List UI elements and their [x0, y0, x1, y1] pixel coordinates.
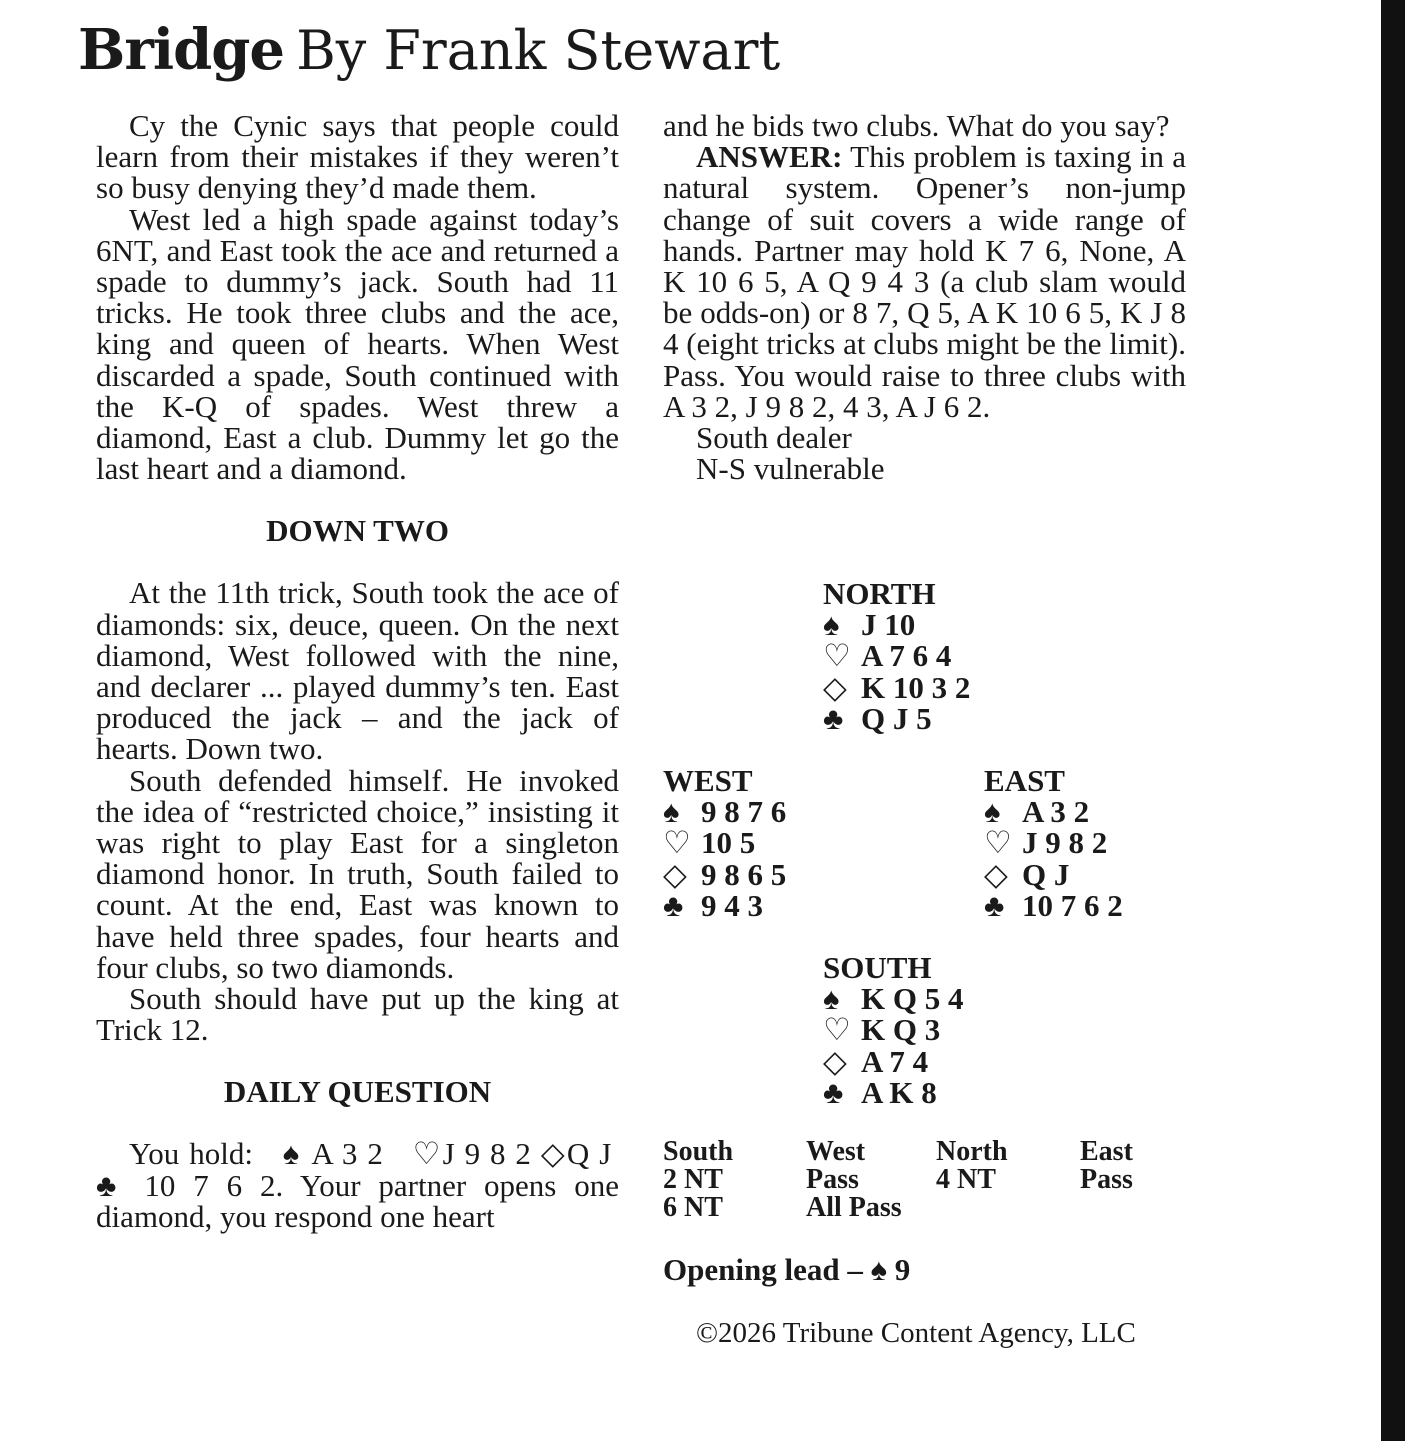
north-hearts: A 7 6 4 — [861, 638, 952, 674]
answer-label: ANSWER: — [696, 139, 843, 175]
spade-icon: ♠ — [823, 981, 840, 1017]
east-clubs: 10 7 6 2 — [1022, 887, 1123, 923]
spade-icon: ♠ — [663, 794, 680, 830]
spade-icon: ♠ — [823, 607, 840, 643]
hand-label: EAST — [984, 763, 1065, 798]
north-clubs: Q J 5 — [861, 700, 932, 736]
auction-row — [663, 1194, 1190, 1222]
diamond-icon: ◇ — [823, 669, 847, 705]
club-icon: ♣ — [984, 887, 1005, 923]
vulnerability-line: N-S vulnerable — [696, 451, 885, 487]
heart-icon: ♡ — [412, 1136, 443, 1172]
club-icon: ♣ — [96, 1167, 127, 1203]
spade-icon: ♠ — [282, 1136, 302, 1172]
paragraph-answer — [663, 141, 1186, 422]
page-edge-bar — [1381, 0, 1405, 1441]
south-diamonds: A 7 4 — [861, 1043, 929, 1079]
west-hearts: 10 5 — [701, 825, 756, 861]
diamond-icon: ◇ — [823, 1043, 847, 1079]
diamond-icon: ◇ — [984, 856, 1008, 892]
west-diamonds: 9 8 6 5 — [701, 856, 787, 892]
heart-icon: ♡ — [823, 1012, 851, 1048]
hand-label: SOUTH — [823, 950, 932, 985]
east-hearts: J 9 8 2 — [1022, 825, 1108, 861]
auction-bid: 2 NT — [663, 1164, 723, 1195]
north-spades: J 10 — [861, 607, 916, 643]
question-prefix: You hold: — [129, 1136, 253, 1172]
north-hand — [823, 578, 970, 734]
spade-icon: ♠ — [870, 1252, 888, 1287]
opening-lead — [663, 1252, 910, 1288]
club-icon: ♣ — [663, 887, 684, 923]
question-hearts: J 9 8 2 — [442, 1136, 531, 1172]
question-diamonds: Q J — [566, 1136, 612, 1172]
dealer-line: South dealer — [696, 420, 852, 456]
west-clubs: 9 4 3 — [701, 887, 763, 923]
heart-icon: ♡ — [663, 825, 691, 861]
title-word: Bridge — [78, 17, 285, 83]
auction-bid — [1080, 1194, 1190, 1222]
east-hand — [984, 765, 1123, 921]
paragraph-defense: South defended himself. He invoked the idea of “restricted choice,” insisting it was right to play East for a singleton diamond honor. In truth, South failed to count. At the end, East was known to have held three spades, four hearts and four clubs, so two diamonds. — [96, 762, 619, 985]
auction-bid: All Pass — [806, 1192, 902, 1223]
auction-bid: 6 NT — [663, 1192, 723, 1223]
byline: By Frank Stewart — [296, 19, 781, 82]
hand-label: NORTH — [823, 576, 936, 611]
heart-icon: ♡ — [823, 638, 851, 674]
paragraph-play: West led a high spade against today’s 6NT, and East took the ace and returned a spade to dummy’s jack. South had 11 tricks. He took three clubs and the ace, king and queen of hearts. When West discarded a spade, South continued with the K-Q of spades. West threw a diamond, East a club. Dummy let go the last heart and a diamond. — [96, 201, 619, 487]
page-title — [78, 17, 781, 83]
auction-row — [663, 1166, 1190, 1194]
south-hearts: K Q 3 — [861, 1012, 941, 1048]
spade-icon: ♠ — [984, 794, 1001, 830]
auction-header: North — [936, 1136, 1008, 1167]
paragraph-question-end: and he bids two clubs. What do you say? — [663, 108, 1170, 143]
right-column — [663, 108, 1186, 487]
auction-table — [663, 1138, 1190, 1222]
diamond-icon: ◇ — [540, 1136, 567, 1172]
auction-bid: Pass — [806, 1164, 859, 1195]
auction-bid — [936, 1194, 1080, 1222]
east-spades: A 3 2 — [1022, 794, 1090, 830]
north-diamonds: K 10 3 2 — [861, 669, 971, 705]
answer-text: This problem is taxing in a natural system. Opener’s non-jump change of suit covers a wide range of hands. Partner may hold K 7 6, None, A K 10 6 5, A Q 9 4 3 (a club slam would be odds-on) or 8 7, Q 5, A K 10 6 5, K J 8 4 (eight tricks at clubs might be the limit). Pass. You would raise to three clubs with A 3 2, J 9 8 2, 4 3, A J 6 2. — [663, 139, 1186, 424]
south-spades: K Q 5 4 — [861, 981, 964, 1017]
heading-down-two: DOWN TWO — [266, 513, 449, 549]
auction-header: South — [663, 1136, 734, 1167]
west-hand — [663, 765, 786, 921]
south-hand — [823, 952, 963, 1108]
opening-lead-label: Opening lead – — [663, 1252, 863, 1287]
auction-bid: 4 NT — [936, 1164, 996, 1195]
opening-lead-card: 9 — [894, 1252, 911, 1287]
heart-icon: ♡ — [984, 825, 1012, 861]
paragraph-trick-11: At the 11th trick, South took the ace of diamonds: six, deuce, queen. On the next diamond, West followed with the nine, and declarer ... played dummy’s ten. East produced the jack – and the jack of hearts. Down two. — [96, 575, 619, 767]
paragraph-conclusion: South should have put up the king at Trick 12. — [96, 981, 619, 1048]
copyright: ©2026 Tribune Content Agency, LLC — [696, 1317, 1136, 1349]
paragraph-question — [96, 1138, 619, 1232]
question-clubs: 10 7 6 2 — [144, 1167, 276, 1203]
heading-daily-question: DAILY QUESTION — [223, 1074, 492, 1110]
auction-header: West — [806, 1136, 866, 1167]
question-rest: . Your partner opens one diamond, you respond one heart — [96, 1167, 619, 1234]
west-spades: 9 8 7 6 — [701, 794, 787, 830]
club-icon: ♣ — [823, 1074, 844, 1110]
auction-header: East — [1080, 1136, 1133, 1167]
diamond-icon: ◇ — [663, 856, 687, 892]
south-clubs: A K 8 — [861, 1074, 937, 1110]
hand-label: WEST — [663, 763, 753, 798]
auction-header-row — [663, 1138, 1190, 1166]
east-diamonds: Q J — [1022, 856, 1070, 892]
left-column — [96, 110, 619, 1232]
paragraph-intro: Cy the Cynic says that people could learn from their mistakes if they weren’t so busy denying they’d made them. — [96, 108, 619, 206]
question-spades: A 3 2 — [311, 1136, 383, 1172]
auction-bid: Pass — [1080, 1164, 1133, 1195]
club-icon: ♣ — [823, 700, 844, 736]
